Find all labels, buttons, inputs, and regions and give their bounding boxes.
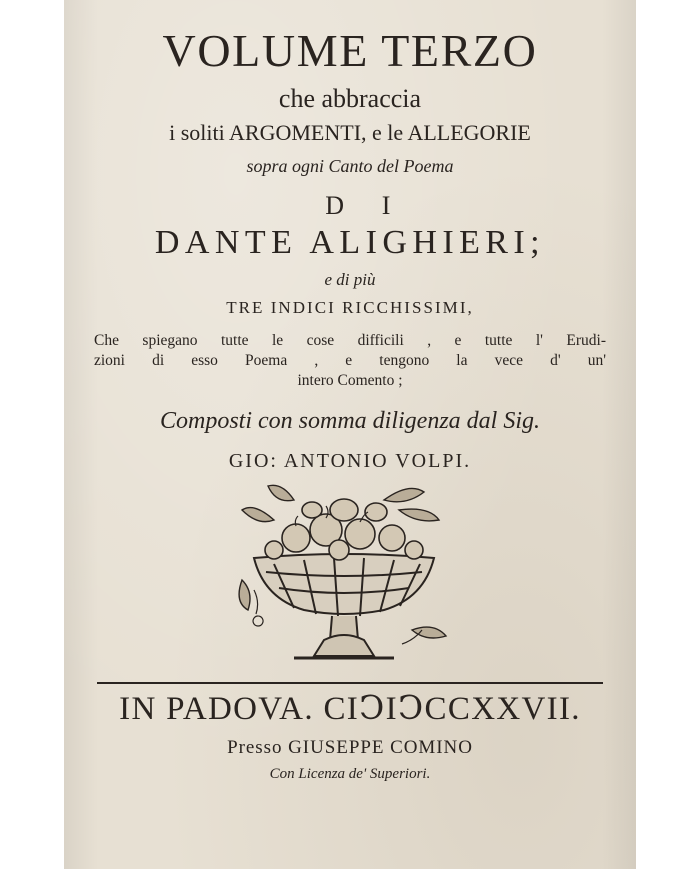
description-line-1: Che spiegano tutte le cose difficili , e tutte l' Erudi- — [94, 332, 606, 349]
imprint-place-date: IN PADOVA. CIↃIↃCCXXVII. — [119, 691, 581, 727]
editor-name: GIO: ANTONIO VOLPI. — [228, 450, 472, 472]
title-page — [64, 0, 636, 869]
divider-rule — [97, 682, 603, 684]
word-di: D I — [325, 191, 406, 220]
imprint-license: Con Licenza de' Superiori. — [269, 766, 431, 782]
author-name: DANTE ALIGHIERI; — [154, 224, 546, 261]
description-line-2: zioni di esso Poema , e tengono la vece d' un' — [94, 352, 606, 369]
subtitle-sopra-ogni-canto: sopra ogni Canto del Poema — [246, 156, 454, 176]
description-line-3: intero Comento ; — [297, 372, 403, 389]
line-tre-indici: TRE INDICI RICCHISSIMI, — [226, 298, 474, 317]
imprint-printer: Presso GIUSEPPE COMINO — [227, 737, 473, 758]
subtitle-argomenti: i soliti ARGOMENTI, e le ALLEGORIE — [169, 120, 531, 145]
volume-title: VOLUME TERZO — [162, 25, 538, 76]
subtitle-che-abbraccia: che abbraccia — [278, 84, 422, 113]
line-e-di-piu: e di più — [324, 270, 376, 289]
description-paragraph — [94, 331, 606, 371]
fruit-basket-woodcut-icon — [234, 480, 454, 670]
line-composti: Composti con somma diligenza dal Sig. — [159, 408, 540, 434]
